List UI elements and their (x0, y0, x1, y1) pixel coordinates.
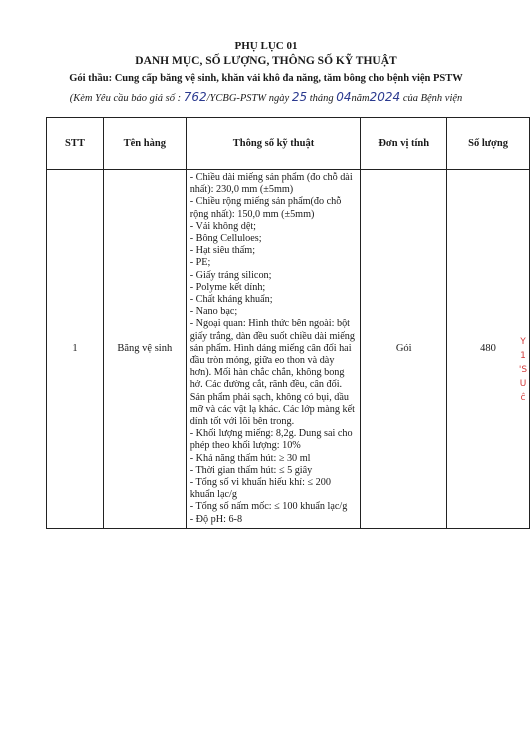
ref-number: 762 (183, 90, 207, 104)
spec-line: - Chất kháng khuẩn; (189, 294, 273, 306)
col-header-specs: Thông số kỹ thuật (186, 118, 361, 170)
spec-line: - Tổng số vi khuẩn hiếu khí: ≤ 200 khuẩn lạc/g (189, 477, 331, 501)
spec-line: - Giấy tráng silicon; (189, 269, 272, 281)
cell-specs (186, 170, 361, 529)
spec-line: - Bông Celluloes; (189, 233, 262, 245)
spec-line: - Vải không dệt; (189, 220, 257, 232)
table-row (47, 170, 530, 529)
table-header-row (47, 118, 530, 170)
col-header-unit: Đơn vị tính (361, 118, 447, 170)
spec-line: - Tổng số nấm mốc: ≤ 100 khuẩn lạc/g (189, 501, 348, 513)
ref-year-label: năm (351, 93, 370, 104)
red-stamp-fragment (514, 335, 532, 420)
spec-line: - Ngoại quan: Hình thức bên ngoài: bột giấy trắng, dàn đều suốt chiều dài miếng sản phẩm. Hình dáng miếng cân đối hai đầu tròn mỏng, giữa eo thon và dày hơn). Mối hàn chắc chắn, không bong hở. Các đường cắt, rãnh đều, cân đối. Sản phẩm phải sạch, không có bụi, dầu mỡ và các vật lạ khác. Các lớp màng kết dính tốt với lõi bên trong. (189, 318, 355, 428)
stamp-char: Y (520, 337, 526, 347)
col-header-stt: STT (47, 118, 104, 170)
ref-month: 04 (336, 90, 352, 104)
col-header-name: Tên hàng (103, 118, 186, 170)
reference-line (0, 90, 532, 104)
spec-line: - Khối lượng miếng: 8,2g. Dung sai cho phép theo khối lượng: 10% (189, 428, 353, 452)
ref-month-label: tháng (309, 93, 334, 104)
spec-line: - Nano bạc; (189, 306, 238, 318)
cell-quantity: 480 (447, 170, 530, 529)
spec-line: - Hạt siêu thấm; (189, 245, 256, 257)
ref-code: /YCBG-PSTW ngày (206, 93, 290, 104)
spec-table (46, 117, 530, 529)
ref-year: 2024 (369, 90, 401, 104)
spec-line: - Thời gian thấm hút: ≤ 5 giây (189, 464, 313, 476)
appendix-label: PHỤ LỤC 01 (234, 40, 298, 52)
spec-line: - PE; (189, 257, 211, 269)
spec-line: - Độ pH: 6-8 (189, 513, 243, 525)
cell-unit: Gói (361, 170, 447, 529)
stamp-char: 1 (520, 351, 526, 361)
package-title: Gói thầu: Cung cấp băng vệ sinh, khăn vải khô đa năng, tăm bông cho bệnh viện PSTW (69, 73, 463, 84)
stamp-char: 'S (518, 365, 528, 375)
spec-line: - Polyme kết dính; (189, 281, 266, 293)
spec-line: - Chiều rộng miếng sản phẩm(đo chỗ rộng nhất): 150,0 mm (±5mm) (189, 196, 342, 220)
spec-line: - Chiều dài miếng sản phẩm (đo chỗ dài nhất): 230,0 mm (±5mm) (189, 172, 353, 196)
document-title: DANH MỤC, SỐ LƯỢNG, THÔNG SỐ KỸ THUẬT (135, 55, 397, 67)
stamp-char: ĉ (520, 393, 526, 403)
cell-name: Băng vệ sinh (103, 170, 186, 529)
ref-prefix: (Kèm Yêu cầu báo giá số : (69, 93, 182, 104)
stamp-char: U (519, 379, 527, 389)
ref-suffix: của Bệnh viện (402, 93, 463, 104)
col-header-quantity: Số lượng (447, 118, 530, 170)
cell-stt: 1 (47, 170, 104, 529)
ref-day: 25 (291, 90, 308, 104)
spec-line: - Khả năng thấm hút: ≥ 30 ml (189, 452, 311, 464)
